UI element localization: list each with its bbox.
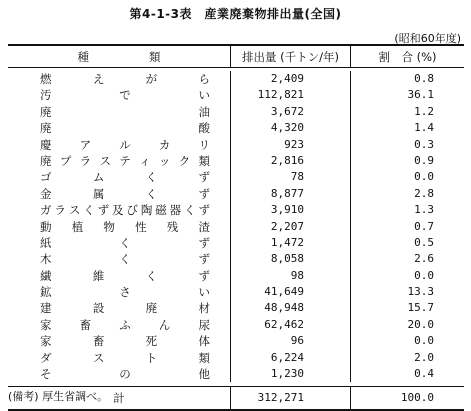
- source-note: (備考) 厚生省調べ。: [8, 390, 109, 403]
- waste-type-cell: [8, 71, 230, 87]
- waste-table: [8, 44, 464, 411]
- amount-cell: 98: [230, 268, 350, 284]
- waste-type-char: く: [145, 268, 158, 283]
- waste-type-char: ず: [198, 235, 210, 250]
- waste-type-char: 建: [40, 301, 52, 316]
- waste-type-char: く: [119, 252, 131, 267]
- table-body: [8, 68, 464, 386]
- waste-type-char: ず: [198, 252, 210, 267]
- table-row: [8, 284, 464, 300]
- ratio-cell: 2.0: [350, 350, 464, 366]
- waste-type-char: ス: [92, 350, 105, 365]
- waste-type-char: 植: [71, 219, 84, 234]
- waste-type-char: ふ: [119, 317, 131, 332]
- ratio-cell: 0.0: [350, 268, 464, 284]
- waste-type-char: 廃: [145, 301, 158, 316]
- total-amount: 312,271: [230, 387, 350, 409]
- amount-cell: 2,207: [230, 219, 350, 235]
- amount-cell: 2,816: [230, 153, 350, 169]
- waste-type-cell: [8, 219, 230, 235]
- waste-type-char: 廃: [40, 121, 52, 136]
- ratio-cell: 0.5: [350, 235, 464, 251]
- waste-type-char: カ: [158, 137, 171, 152]
- waste-type-cell: [8, 120, 230, 136]
- waste-type-char: び: [126, 203, 138, 218]
- header-ratio: 割 合 (%): [350, 46, 464, 67]
- waste-type-cell: [8, 317, 230, 333]
- waste-type-cell: [8, 202, 230, 218]
- waste-type-char: く: [145, 186, 158, 201]
- ratio-cell: 15.7: [350, 300, 464, 316]
- waste-type-char: 残: [166, 219, 179, 234]
- waste-type-char: 動: [40, 219, 52, 234]
- amount-cell: 8,877: [230, 186, 350, 202]
- waste-type-char: 尿: [198, 317, 210, 332]
- ratio-cell: 1.4: [350, 120, 464, 136]
- waste-type-cell: [8, 366, 230, 382]
- waste-type-char: 汚: [40, 88, 52, 103]
- header-type: 種類: [77, 49, 221, 64]
- table-row: [8, 71, 464, 87]
- waste-type-char: ス: [99, 153, 111, 168]
- amount-cell: 1,230: [230, 366, 350, 382]
- waste-type-cell: [8, 235, 230, 251]
- waste-type-char: 廃: [40, 153, 52, 168]
- waste-type-char: 金: [40, 186, 52, 201]
- waste-type-char: 物: [103, 219, 115, 234]
- amount-cell: 2,409: [230, 71, 350, 87]
- waste-type-cell: [8, 153, 230, 169]
- waste-type-char: ラ: [79, 153, 92, 168]
- table-row: [8, 219, 464, 235]
- waste-type-char: ず: [198, 186, 210, 201]
- waste-type-char: 他: [198, 367, 210, 382]
- table-row: [8, 202, 464, 218]
- waste-type-char: え: [92, 72, 105, 86]
- table-row: [8, 366, 464, 382]
- total-label: 計: [113, 391, 125, 406]
- table-row: [8, 120, 464, 136]
- waste-type-char: い: [198, 88, 210, 103]
- waste-type-char: 繊: [40, 268, 52, 283]
- amount-cell: 4,320: [230, 120, 350, 136]
- waste-type-char: 陶: [140, 203, 153, 218]
- waste-type-char: く: [83, 203, 95, 218]
- ratio-cell: 1.3: [350, 202, 464, 218]
- ratio-cell: 0.0: [350, 169, 464, 185]
- waste-type-cell: [8, 350, 230, 366]
- waste-type-char: 廃: [40, 104, 52, 119]
- waste-type-cell: [8, 169, 230, 185]
- waste-type-char: ッ: [158, 153, 171, 168]
- table-row: [8, 169, 464, 185]
- ratio-cell: 0.4: [350, 366, 464, 382]
- waste-type-char: ら: [198, 72, 210, 86]
- waste-type-char: 鉱: [40, 285, 52, 300]
- amount-cell: 3,910: [230, 202, 350, 218]
- table-row: [8, 137, 464, 153]
- table-row: [8, 153, 464, 169]
- waste-type-char: 油: [198, 104, 210, 119]
- ratio-cell: 0.8: [350, 71, 464, 87]
- header-amount: 排出量 (千トン/年): [230, 46, 350, 67]
- waste-type-char: ト: [145, 350, 158, 365]
- waste-type-cell: [8, 186, 230, 202]
- table-row: [8, 300, 464, 316]
- waste-type-char: ル: [119, 137, 131, 152]
- waste-type-cell: [8, 137, 230, 153]
- fiscal-year-note: (昭和60年度): [394, 32, 461, 45]
- waste-type-char: 燃: [40, 72, 52, 86]
- waste-type-char: 類: [198, 350, 210, 365]
- ratio-cell: 0.9: [350, 153, 464, 169]
- waste-type-char: 慶: [40, 137, 52, 152]
- waste-type-char: く: [184, 203, 196, 218]
- waste-type-char: ず: [97, 203, 110, 218]
- waste-type-char: ク: [178, 153, 191, 168]
- waste-type-char: 死: [145, 334, 158, 349]
- waste-type-char: 材: [198, 301, 210, 316]
- table-header: [8, 46, 464, 68]
- table-row: [8, 317, 464, 333]
- waste-type-cell: [8, 333, 230, 349]
- waste-type-char: 及: [112, 203, 124, 218]
- table-row: [8, 268, 464, 284]
- amount-cell: 41,649: [230, 284, 350, 300]
- table-row: [8, 251, 464, 267]
- ratio-cell: 20.0: [350, 317, 464, 333]
- waste-type-char: ラ: [54, 203, 66, 218]
- waste-type-char: ア: [79, 137, 92, 152]
- waste-type-cell: [8, 284, 230, 300]
- ratio-cell: 36.1: [350, 87, 464, 103]
- amount-cell: 62,462: [230, 317, 350, 333]
- table-row: [8, 350, 464, 366]
- waste-type-char: ず: [198, 170, 210, 185]
- waste-type-char: 属: [92, 186, 105, 201]
- waste-type-char: 性: [135, 219, 147, 234]
- amount-cell: 6,224: [230, 350, 350, 366]
- waste-type-char: 類: [198, 153, 210, 168]
- waste-type-cell: [8, 268, 230, 284]
- table-row: [8, 186, 464, 202]
- ratio-cell: 1.2: [350, 104, 464, 120]
- waste-type-cell: [8, 300, 230, 316]
- ratio-cell: 2.8: [350, 186, 464, 202]
- ratio-cell: 13.3: [350, 284, 464, 300]
- waste-type-char: ゴ: [40, 170, 52, 185]
- waste-type-char: 畜: [92, 334, 105, 349]
- waste-type-char: ず: [198, 203, 210, 218]
- waste-type-char: 維: [92, 268, 105, 283]
- waste-type-char: リ: [198, 137, 210, 152]
- waste-type-char: ダ: [40, 350, 52, 365]
- waste-type-char: ん: [158, 317, 171, 332]
- waste-type-cell: [8, 87, 230, 103]
- amount-cell: 1,472: [230, 235, 350, 251]
- waste-type-char: さ: [119, 285, 131, 300]
- ratio-cell: 0.0: [350, 333, 464, 349]
- waste-type-cell: [8, 251, 230, 267]
- waste-type-char: ム: [92, 170, 105, 185]
- waste-type-char: 渣: [198, 219, 210, 234]
- table-row: [8, 87, 464, 103]
- waste-type-cell: [8, 104, 230, 120]
- amount-cell: 3,672: [230, 104, 350, 120]
- waste-type-char: テ: [119, 153, 131, 168]
- amount-cell: 48,948: [230, 300, 350, 316]
- waste-type-char: ず: [198, 268, 210, 283]
- ratio-cell: 0.7: [350, 219, 464, 235]
- waste-type-char: 紙: [40, 235, 52, 250]
- waste-type-char: で: [119, 88, 131, 103]
- amount-cell: 923: [230, 137, 350, 153]
- waste-type-char: 器: [169, 203, 182, 218]
- waste-type-char: 家: [40, 317, 52, 332]
- waste-type-char: ガ: [40, 203, 52, 218]
- waste-type-char: 畜: [79, 317, 92, 332]
- waste-type-char: く: [145, 170, 158, 185]
- waste-type-char: 設: [92, 301, 105, 316]
- waste-type-char: ィ: [139, 153, 151, 168]
- table-row: [8, 333, 464, 349]
- waste-type-char: 酸: [198, 121, 210, 136]
- waste-type-char: が: [145, 72, 158, 86]
- waste-type-char: 磁: [155, 203, 167, 218]
- table-row: [8, 104, 464, 120]
- waste-type-char: 木: [40, 252, 52, 267]
- ratio-cell: 2.6: [350, 251, 464, 267]
- waste-type-char: く: [119, 235, 131, 250]
- waste-type-char: 体: [198, 334, 210, 349]
- amount-cell: 8,058: [230, 251, 350, 267]
- waste-type-char: の: [119, 367, 131, 382]
- waste-type-char: 家: [40, 334, 52, 349]
- amount-cell: 78: [230, 169, 350, 185]
- waste-type-char: ス: [68, 203, 81, 218]
- waste-type-char: そ: [40, 367, 52, 382]
- waste-type-char: プ: [59, 153, 72, 168]
- waste-type-char: い: [198, 285, 210, 300]
- table-title: 第4-1-3表 産業廃棄物排出量(全国): [129, 7, 342, 21]
- amount-cell: 112,821: [230, 87, 350, 103]
- total-ratio: 100.0: [350, 387, 464, 409]
- amount-cell: 96: [230, 333, 350, 349]
- table-row: [8, 235, 464, 251]
- ratio-cell: 0.3: [350, 137, 464, 153]
